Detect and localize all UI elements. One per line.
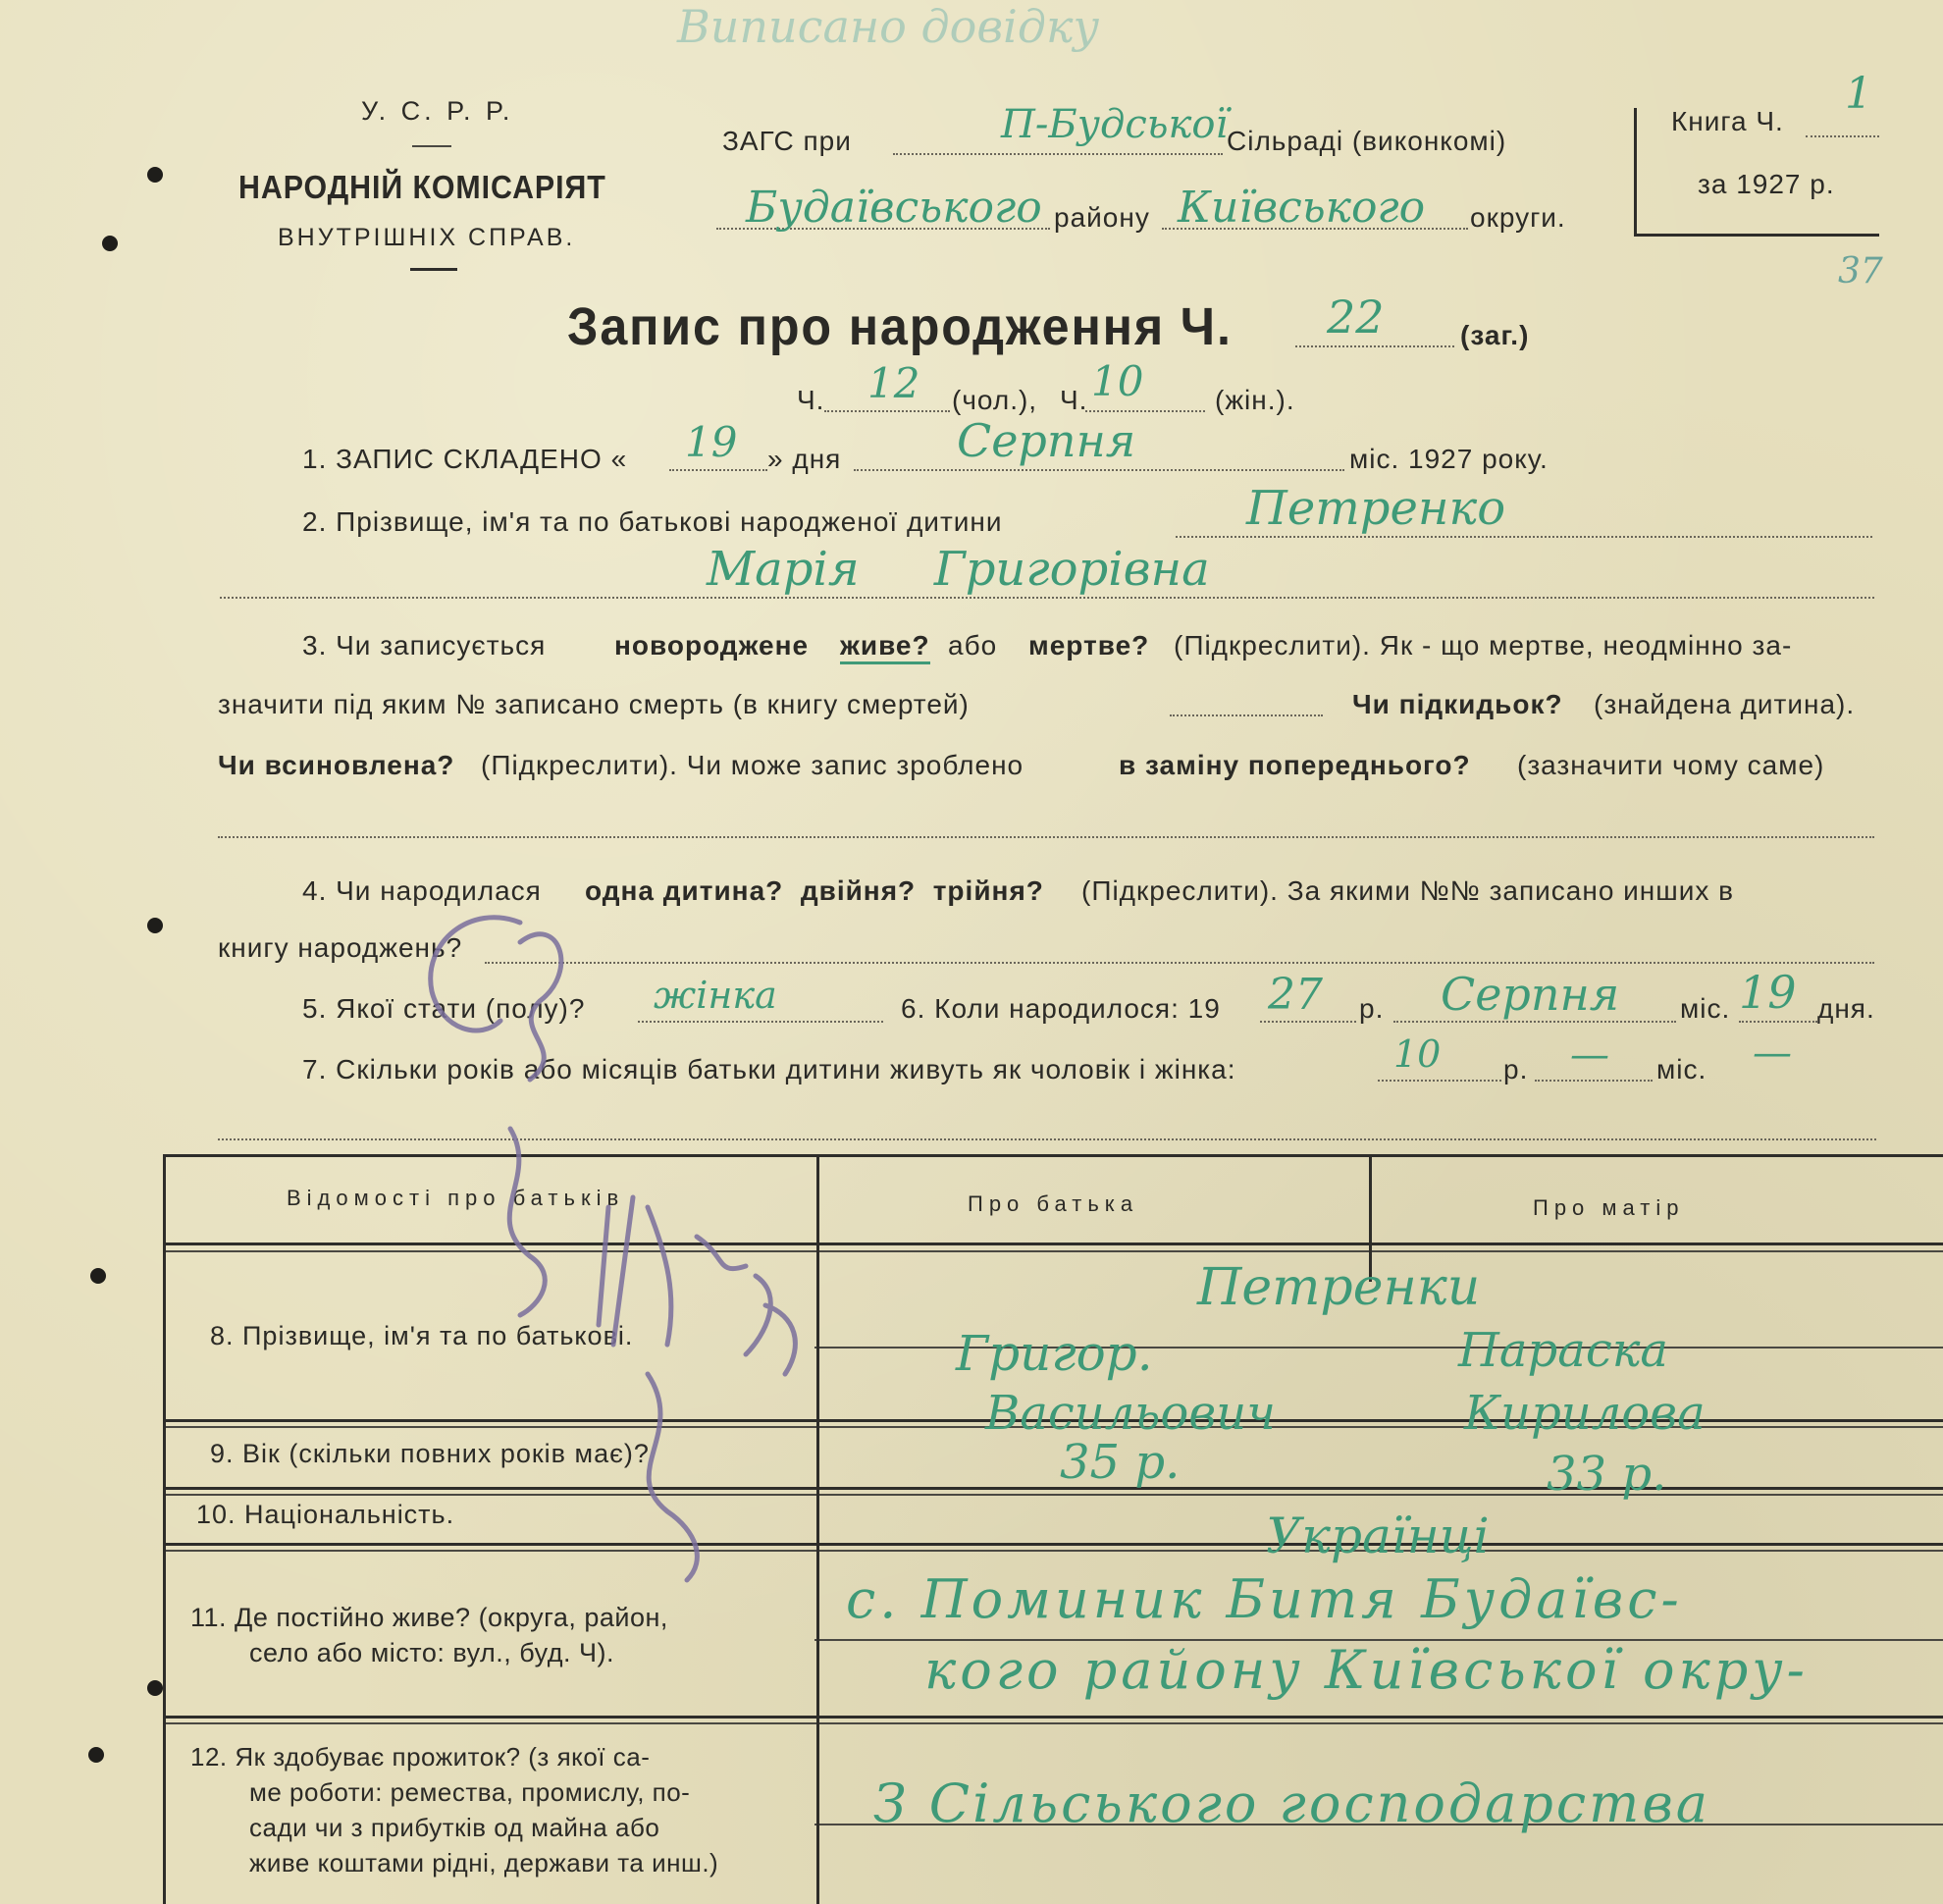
record-number-suffix: (заг.) (1460, 320, 1530, 350)
occupation-value: З Сільського господарства (873, 1772, 1710, 1834)
field6-year-label: р. (1359, 993, 1385, 1024)
father-patronymic-value: Васильович (985, 1386, 1276, 1441)
table-border (163, 1154, 166, 1904)
field3-line2-suffix: (знайдена дитина). (1594, 689, 1856, 719)
book-number-value: 1 (1845, 69, 1872, 119)
council-label: Сільраді (виконкомі) (1227, 126, 1507, 156)
female-count-value: 10 (1091, 357, 1144, 405)
binder-hole (147, 918, 163, 933)
female-count-line (1085, 410, 1205, 412)
parents-surname-value: Петренки (1197, 1258, 1481, 1317)
table-border (163, 1722, 1943, 1724)
female-count-label: (жін.). (1215, 385, 1295, 415)
child-name-value: Марія Григорівна (707, 542, 1210, 597)
nationality-value: Українці (1266, 1507, 1490, 1564)
field3-line3-suffix: (зазначити чому саме) (1517, 750, 1825, 780)
option-dead: мертве? (1028, 630, 1150, 661)
row9-label: 9. Вік (скільки повних років має)? (210, 1439, 650, 1468)
table-header-info: Відомості про батьків (287, 1186, 625, 1210)
row12-label (190, 1739, 718, 1880)
mother-age-value: 33 р. (1547, 1447, 1667, 1502)
table-header-father: Про батька (968, 1191, 1139, 1216)
field6-day-label: дня. (1817, 993, 1875, 1024)
field4-suffix: (Підкреслити). За якими №№ записано инших в (1081, 875, 1735, 906)
field1-suffix: міс. 1927 року. (1349, 444, 1549, 474)
field6-day-line (1739, 1021, 1817, 1023)
field3-line3-prefix: (Підкреслити). Чи може запис зроблено (481, 750, 1024, 780)
department-label: ВНУТРІШНІХ СПРАВ. (278, 224, 576, 251)
option-foundling: Чи підкидьок? (1352, 689, 1563, 719)
marriage-dash-value: — (1753, 1031, 1792, 1076)
birth-year-value: 27 (1268, 970, 1323, 1020)
father-age-value: 35 р. (1060, 1435, 1181, 1490)
field6-label: 6. Коли народилося: 19 (901, 993, 1221, 1024)
field4-prefix: 4. Чи народилася (302, 875, 542, 906)
male-count-label: (чол.), (952, 385, 1038, 415)
mother-patronymic-value: Кирилова (1464, 1386, 1706, 1441)
okruha-label: округи. (1470, 202, 1566, 233)
field3-line1-prefix: 3. Чи записується (302, 630, 547, 661)
okruha-value: Київського (1178, 183, 1426, 233)
republic-label: У. С. Р. Р. (361, 96, 514, 126)
row11-line1: 11. Де постійно живе? (округа, район, (190, 1603, 668, 1632)
commissariat-title: НАРОДНІЙ КОМІСАРІЯТ (238, 169, 606, 205)
page-number-value: 37 (1838, 251, 1883, 291)
mother-name-value: Параска (1458, 1323, 1668, 1378)
row12-line4: живе коштами рідні, держави та инш.) (249, 1848, 719, 1878)
zags-village-line (893, 153, 1223, 155)
book-box-border (1634, 108, 1637, 236)
binder-hole (102, 236, 118, 251)
field7-months-line (1535, 1080, 1653, 1082)
child-sex-value: жінка (654, 974, 777, 1017)
book-box-border (1634, 234, 1879, 237)
record-title: Запис про народження Ч. (567, 297, 1233, 356)
field6-month-line (1393, 1021, 1676, 1023)
female-count-prefix: Ч. (1060, 385, 1088, 415)
binder-hole (88, 1747, 104, 1763)
option-replacement: в заміну попереднього? (1119, 750, 1471, 780)
zags-prefix-label: ЗАГС при (722, 126, 852, 156)
field7-years-label: р. (1503, 1054, 1529, 1084)
field1-day-label: » дня (767, 444, 842, 474)
binder-hole (147, 167, 163, 183)
field1-month-value: Серпня (957, 414, 1136, 467)
field6-year-line (1260, 1021, 1356, 1023)
address-line1-value: с. Поминик Битя Будаївс- (846, 1568, 1683, 1630)
raion-value: Будаївського (746, 183, 1042, 233)
field7-months-label: міс. (1656, 1054, 1707, 1084)
table-header-mother: Про матір (1533, 1195, 1685, 1220)
child-surname-value: Петренко (1246, 481, 1506, 536)
option-newborn: новороджене (614, 630, 810, 661)
record-number-value: 22 (1327, 291, 1385, 344)
field3-or: або (948, 630, 998, 661)
field6-month-label: міс. (1680, 993, 1731, 1024)
book-label: Книга Ч. (1671, 106, 1784, 136)
table-border (163, 1716, 1943, 1719)
field3-reason-line (218, 836, 1874, 838)
birth-day-value: 19 (1739, 966, 1797, 1019)
binder-hole (90, 1268, 106, 1284)
field1-month-line (854, 469, 1344, 471)
field7-label: 7. Скільки років або місяців батьки дитини живуть як чоловік і жінка: (302, 1054, 1236, 1084)
field2-label: 2. Прізвище, ім'я та по батькові народженої дитини (302, 506, 1003, 537)
row12-line3: сади чи з прибутків од майна або (249, 1813, 660, 1842)
pencil-annotation-mark (373, 883, 883, 1590)
death-record-line (1170, 714, 1323, 716)
zags-village-value: П-Будської (1001, 102, 1229, 147)
book-year-label: за 1927 р. (1698, 169, 1835, 199)
male-count-prefix: Ч. (797, 385, 825, 415)
raion-label: району (1054, 202, 1150, 233)
field2-line1 (1176, 536, 1872, 538)
field2-line2 (220, 597, 1874, 599)
row12-line1: 12. Як здобуває прожиток? (з якої са- (190, 1742, 651, 1772)
field4-line2: книгу народжень? (218, 932, 463, 963)
option-adopted: Чи всиновлена? (218, 750, 455, 780)
field1-prefix: 1. ЗАПИС СКЛАДЕНО « (302, 444, 628, 474)
birth-month-value: Серпня (1441, 968, 1620, 1021)
row11-label (190, 1600, 668, 1670)
field1-day-value: 19 (685, 418, 738, 466)
field7-years-line (1378, 1080, 1501, 1082)
row12-line2: ме роботи: ремества, промислу, по- (249, 1777, 691, 1807)
record-number-line (1295, 345, 1454, 347)
father-name-value: Григор. (956, 1325, 1153, 1382)
male-count-line (824, 410, 950, 412)
option-alive: живе? (840, 630, 930, 664)
field1-day-line (669, 469, 767, 471)
binder-hole (147, 1680, 163, 1696)
row8-label: 8. Прізвище, ім'я та по батькові. (210, 1321, 634, 1350)
marriage-years-value: 10 (1393, 1032, 1442, 1076)
row11-line2: село або місто: вул., буд. Ч). (249, 1638, 614, 1667)
field3-line1-suffix: (Підкреслити). Як - що мертве, неодмінно за- (1174, 630, 1793, 661)
male-count-value: 12 (867, 359, 920, 407)
row10-label: 10. Національність. (196, 1500, 455, 1529)
option-births: одна дитина? двійня? трійня? (585, 875, 1044, 906)
divider (410, 268, 457, 271)
field5-label: 5. Якої стати (полу)? (302, 993, 586, 1024)
top-handwritten-note: Виписано довідку (677, 0, 1100, 53)
book-number-line (1806, 135, 1879, 137)
field3-line2-prefix: значити під яким № записано смерть (в книгу смертей) (218, 689, 970, 719)
divider (412, 145, 451, 147)
address-line2-value: кого району Київської окру- (924, 1639, 1809, 1701)
marriage-months-value: — (1570, 1032, 1609, 1078)
